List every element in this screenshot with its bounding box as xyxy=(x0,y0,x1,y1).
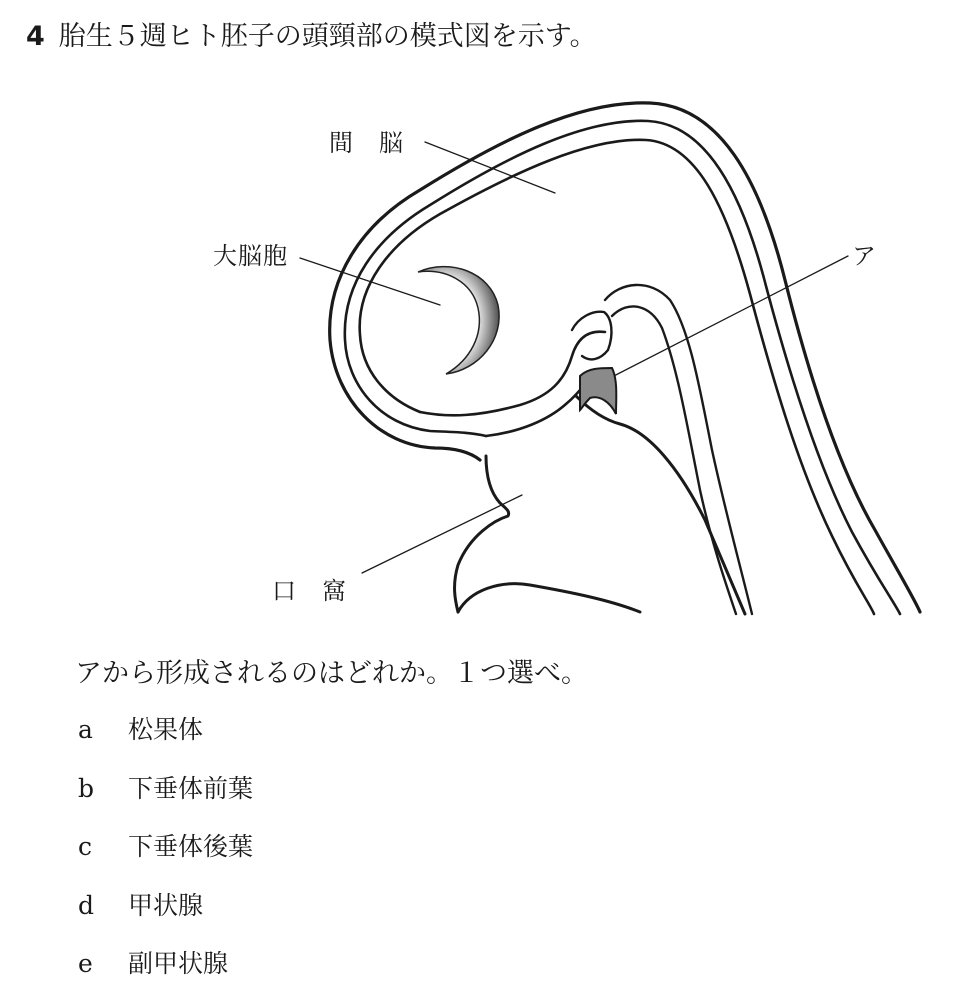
question-title: 胎生５週ヒト胚子の頭頸部の模式図を示す。 xyxy=(58,21,597,52)
choice-d[interactable] xyxy=(78,886,253,945)
choice-letter: d xyxy=(78,890,95,920)
question-prompt: アから形成されるのはどれか。１つ選べ。 xyxy=(75,658,588,689)
choice-letter: b xyxy=(78,773,95,803)
choice-text: 副甲状腺 xyxy=(128,949,229,978)
label-telencephalic-vesicle: 大脳胞 xyxy=(213,242,288,270)
label-diencephalon: 間 脳 xyxy=(329,129,404,157)
answer-choices xyxy=(78,710,253,1003)
choice-e[interactable] xyxy=(78,944,253,1003)
leader-telencephalic xyxy=(300,258,440,305)
label-a: ア xyxy=(852,242,877,270)
head-middle-contour xyxy=(345,121,900,614)
leader-stomodeum xyxy=(362,495,522,573)
choice-text: 松果体 xyxy=(128,715,204,744)
stomodeum-contour xyxy=(455,456,509,612)
mandible-contour xyxy=(458,584,640,612)
pharynx-contour xyxy=(576,396,745,614)
brain-floor-outer xyxy=(486,378,590,436)
choice-text: 下垂体後葉 xyxy=(128,832,254,861)
brain-wall-inner xyxy=(360,140,874,614)
choice-a[interactable] xyxy=(78,710,253,769)
choice-b[interactable] xyxy=(78,769,253,828)
infundibulum-wall xyxy=(605,285,752,614)
structure-a xyxy=(580,368,616,414)
question-number: 4 xyxy=(26,21,45,52)
choice-letter: e xyxy=(78,949,93,978)
choice-letter: a xyxy=(78,715,93,744)
choice-c[interactable] xyxy=(78,827,253,886)
choice-text: 下垂体前葉 xyxy=(128,773,254,803)
infundibulum-wall-inner xyxy=(612,306,736,614)
leader-a xyxy=(606,256,848,380)
choice-text: 甲状腺 xyxy=(128,890,204,920)
label-stomodeum: 口 窩 xyxy=(272,577,347,605)
choice-letter: c xyxy=(78,832,93,861)
telencephalic-vesicle-lens xyxy=(418,267,499,374)
rathke-fold xyxy=(572,312,611,360)
